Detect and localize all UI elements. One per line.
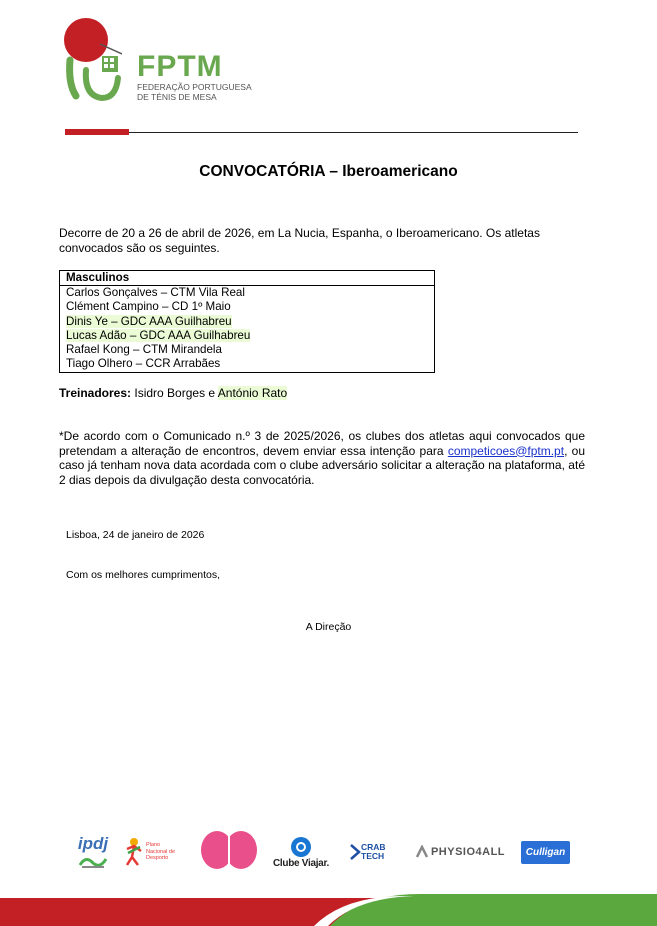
greeting-line: Com os melhores cumprimentos, — [66, 569, 221, 581]
note-paragraph — [59, 429, 585, 487]
coaches-label: Treinadores: — [59, 386, 132, 400]
crab-tech-icon — [349, 843, 361, 861]
player-name: Rafael Kong – CTM Mirandela — [66, 343, 222, 357]
physio4all-logo: PHYSIO4ALL — [411, 828, 509, 876]
date-line: Lisboa, 24 de janeiro de 2026 — [66, 529, 205, 541]
pnd-figure-icon — [124, 837, 144, 867]
coaches-joiner: e — [208, 386, 216, 400]
table-row — [60, 343, 434, 357]
ipdj-logo: ipdj — [74, 828, 112, 876]
email-link[interactable]: competicoes@fptm.pt — [447, 443, 565, 458]
table-row — [60, 357, 434, 371]
table-row — [60, 300, 434, 314]
clube-viajar-icon — [290, 836, 312, 858]
table-header: Masculinos — [60, 271, 434, 286]
table-row — [60, 286, 434, 300]
player-name: Carlos Gonçalves – CTM Vila Real — [66, 286, 245, 299]
brand-subtitle: FEDERAÇÃO PORTUGUESA DE TÉNIS DE MESA — [137, 82, 252, 102]
note-text-end: , ou caso já tenham nova data acordada com o clube adversário solicitar a alteração na plataforma, até 2 dias depois da divulgação desta convocatória. — [59, 443, 586, 487]
signature-line: A Direção — [305, 621, 352, 633]
crab-tech-logo: CRAB TECH — [346, 828, 398, 876]
pnd-logo: Plano Nacional de Desporto — [122, 828, 184, 876]
brand-name: FPTM — [137, 50, 223, 83]
coach-name-highlighted: António Rato — [217, 386, 288, 400]
player-name: Clément Campino – CD 1º Maio — [66, 300, 231, 314]
note-text: *De acordo com o Comunicado n.º 3 de 2025/2026, os clubes dos atletas aqui convocados que pretendam a alteração de encontros, devem enviar essa intenção para — [59, 429, 585, 458]
fptm-logo-icon — [62, 14, 122, 106]
coach-name: Isidro Borges — [134, 386, 206, 400]
player-name: Tiago Olhero – CCR Arrabães — [66, 357, 221, 371]
intro-paragraph: Decorre de 20 a 26 de abril de 2026, em La Nucia, Espanha, o Iberoamericano. Os atletas convocados são os seguintes. — [59, 226, 540, 255]
physio-icon — [415, 845, 429, 859]
culligan-logo: Culligan — [518, 828, 573, 876]
document-title: CONVOCATÓRIA – Iberoamericano — [199, 163, 458, 180]
footer-band — [0, 894, 657, 926]
table-row — [60, 329, 434, 343]
player-name-highlighted: Lucas Adão – GDC AAA Guilhabreu — [66, 328, 251, 342]
players-table — [59, 270, 435, 373]
coaches-line — [59, 386, 287, 400]
clube-viajar-logo: Clube Viajar. — [268, 828, 334, 876]
header-accent-bar — [65, 129, 129, 135]
ipdj-wave-icon — [78, 853, 108, 869]
header-divider — [66, 132, 578, 133]
player-name-highlighted: Dinis Ye – GDC AAA Guilhabreu — [66, 314, 232, 328]
table-row — [60, 315, 434, 329]
butterfly-logo-icon — [199, 828, 259, 876]
